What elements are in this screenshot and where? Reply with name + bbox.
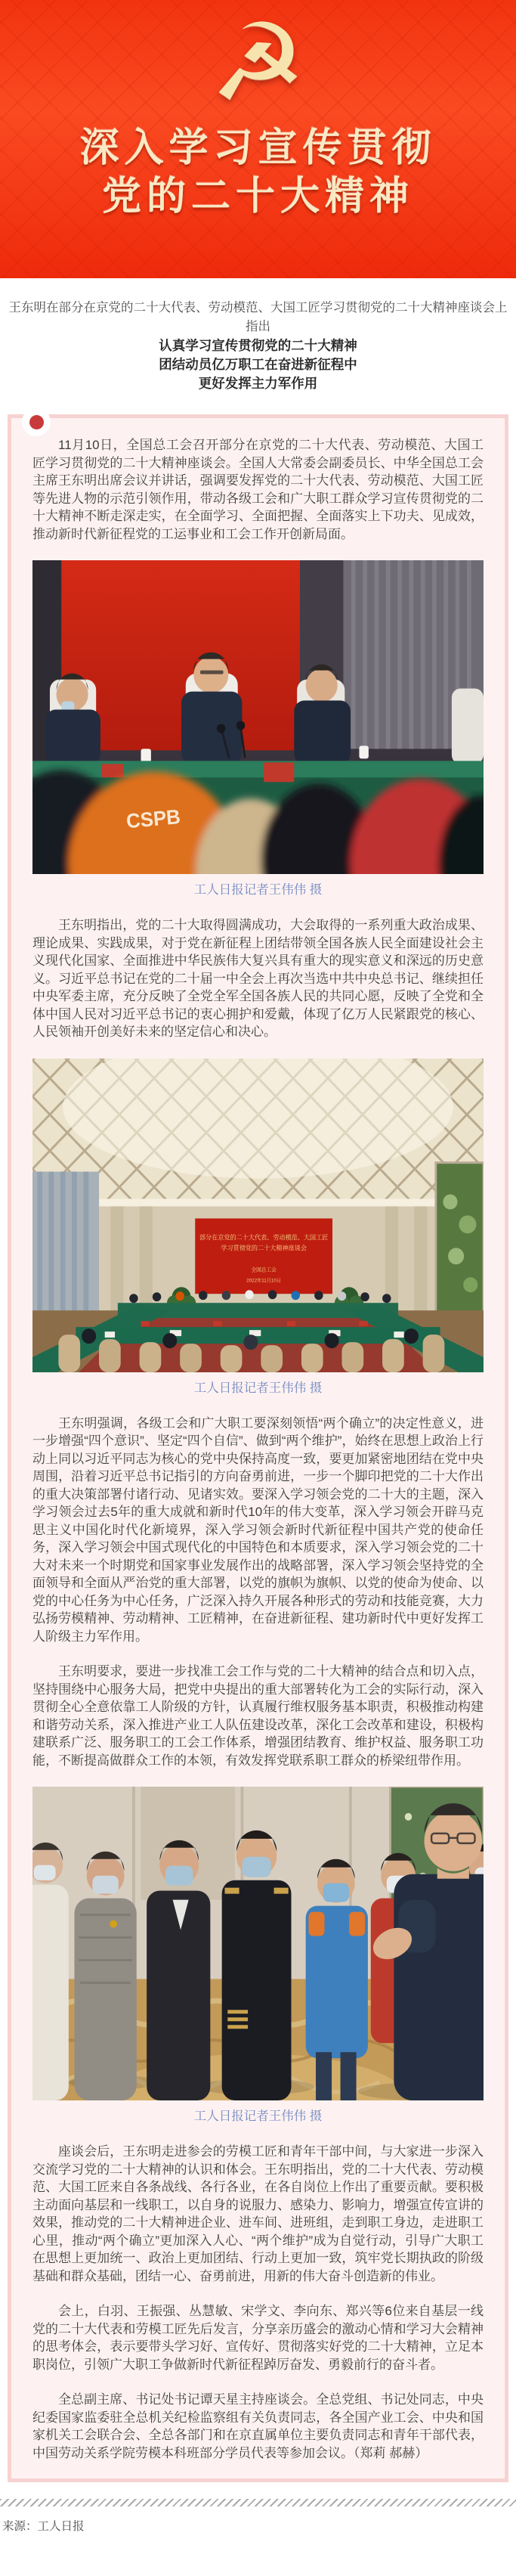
banner <box>0 0 516 278</box>
photo-credit: 工人日报记者王伟伟 摄 <box>193 2109 323 2123</box>
occasion-line: 王东明在部分在京党的二十大代表、劳动模范、大国工匠学习贯彻党的二十大精神座谈会上 <box>8 301 508 315</box>
banner-title-line2: 党的二十大精神 <box>101 173 414 219</box>
headline-line3: 更好发挥主力军作用 <box>198 376 318 391</box>
photo-credit: 工人日报记者王伟伟 摄 <box>193 1381 323 1395</box>
photo-greeting-group[interactable] <box>32 1787 484 2125</box>
banner-title-line1: 深入学习宣传贯彻 <box>79 125 437 171</box>
photo-conference-hall[interactable] <box>32 1059 484 1396</box>
occasion-tail: 指出 <box>246 320 270 333</box>
paragraph-6: 会上，白羽、王振强、丛慧敏、宋学文、李向东、郑兴等6位来自基层一线党的二十大代表和劳模工匠先后发言，分享亲历盛会的激动心情和学习大会精神的思考体会，表示要带头学习好、宣传好、贯彻落实好党的二十大精神，立足本职岗位，引领广大职工争做新时代新征程踔厉奋发、勇毅前行的奋斗者。 <box>32 2304 484 2372</box>
paragraph-2: 王东明指出，党的二十大取得圆满成功，大会取得的一系列重大政治成果、理论成果、实践成果，对于党在新征程上团结带领全国各族人民全面建设社会主义现代化国家、全面推进中华民族伟大复兴具有重大的现实意义和深远的历史意义。习近平总书记在党的二十届一中全会上再次当选中共中央总书记、继续担任中央军委主席，充分反映了全党全军全国各族人民的共同心愿，反映了全党和全体中国人民对习近平总书记的衷心拥护和爱戴，体现了亿万人民紧跟党的核心、人民领袖开创美好未来的坚定信心和决心。 <box>32 918 484 1039</box>
hatch-divider <box>0 2499 516 2506</box>
paragraph-7: 全总副主席、书记处书记谭天星主持座谈会。全总党组、书记处同志，中央纪委国家监委驻全总机关纪检监察组有关负责同志，各全国产业工会、中央和国家机关工会联合会、全总各部门和在京直属单位主要负责同志和青年干部代表，中国劳动关系学院劳模本科班部分学员代表等参加会议。（郑莉 郝赫） <box>32 2392 484 2460</box>
party-emblem-icon: ☭ <box>209 1 307 126</box>
source-line: 来源：工人日报 <box>2 2520 85 2533</box>
paragraph-1: 11月10日，全国总工会召开部分在京党的二十大代表、劳动模范、大国工匠学习贯彻党的二十大精神座谈会。全国人大常委会副委员长、中华全国总工会主席王东明出席会议并讲话，强调要发挥党的二十大代表、劳动模范、大国工匠等先进人物的示范引领作用，带动各级工会和广大职工群众学习宣传贯彻党的二十大精神不断走深走实，在全面学习、全面把握、全面落实上下功夫、见成效，推动新时代新征程党的工运事业和工会工作开创新局面。 <box>32 438 484 541</box>
paragraph-5: 座谈会后，王东明走进参会的劳模工匠和青年干部中间，与大家进一步深入交流学习党的二十大精神的认识和体会。王东明指出，党的二十大代表、劳动模范、大国工匠来自各条战线、各行各业，在各自岗位上作出了重要贡献。要积极主动面向基层和一线职工，以自身的说服力、感染力、影响力，增强宣传宣讲的效果，推动党的二十大精神进企业、进车间、进班组，走到职工身边，走进职工心里，推动“两个确立”更加深入人心、“两个维护”成为自觉行动，引导广大职工在思想上更加统一、政治上更加团结、行动上更加一致，筑牢党长期执政的阶级基础和群众基础，团结一心、奋勇前进，用新的伟大奋斗创造新的伟业。 <box>32 2144 484 2283</box>
intro-headlines <box>0 299 516 393</box>
screen-title-line2: 学习贯彻党的二十大精神座谈会 <box>221 1243 307 1251</box>
paragraph-3: 王东明强调，各级工会和广大职工要深刻领悟“两个确立”的决定性意义，进一步增强“四个意识”、坚定“四个自信”、做到“两个维护”，始终在思想上政治上行动上同以习近平同志为核心的党中央保持高度一致，要更加紧密地团结在党中央周围，沿着习近平总书记指引的方向奋勇前进，一步一个脚印把党的二十大作出的重大决策部署付诸行动、见诸实效。要深入学习领会党的二十大的主题，深入学习领会过去5年的重大成就和新时代10年的伟大变革，深入学习领会开辟马克思主义中国化时代化新境界，深入学习领会新时代新征程中国共产党的使命任务，深入学习领会中国式现代化的中国特色和本质要求，深入学习领会党的二十大对未来一个时期党和国家事业发展作出的战略部署，深入学习领会坚持党的全面领导和全面从严治党的重大部署，以党的旗帜为旗帜、以党的使命为使命、以党的中心任务为中心任务，广泛深入持久开展各种形式的劳动和技能竞赛，大力弘扬劳模精神、劳动精神、工匠精神，在奋进新征程、建功新时代中更好发挥工人阶级主力军作用。 <box>32 1415 484 1644</box>
photo-symposium-speech[interactable] <box>32 560 484 898</box>
screen-date-line: 2022年11月10日 <box>246 1277 282 1283</box>
photo-greeting-group-image <box>32 1787 484 2100</box>
screen-title-line1: 部分在京党的二十大代表、劳动模范、大国工匠 <box>199 1232 329 1241</box>
jacket-logo-text: CSPB <box>125 804 181 833</box>
headline-line2: 团结动员亿万职工在奋进新征程中 <box>159 357 357 372</box>
photo-conference-hall-image <box>32 1059 484 1372</box>
headline-line1: 认真学习宣传贯彻党的二十大精神 <box>159 338 357 353</box>
photo-credit: 工人日报记者王伟伟 摄 <box>193 883 323 897</box>
red-dot-ornament <box>22 408 51 436</box>
red-dot-icon <box>29 415 44 429</box>
paragraph-4: 王东明要求，要进一步找准工会工作与党的二十大精神的结合点和切入点，坚持围绕中心服务大局，把党中央提出的重大部署转化为工会的实际行动，深入贯彻全心全意依靠工人阶级的方针，认真履行维权服务基本职责，积极推动构建和谐劳动关系，深入推进产业工人队伍建设改革，深化工会改革和建设，积极构建联系广泛、服务职工的工会工作体系，增强团结教育、维护权益、服务职工功能，不断提高做群众工作的本领，有效发挥党联系职工群众的桥梁纽带作用。 <box>32 1664 484 1768</box>
photo-symposium-speech-image <box>32 560 484 874</box>
article-quote-box <box>8 414 508 2482</box>
screen-org-line: 全国总工会 <box>251 1266 277 1273</box>
